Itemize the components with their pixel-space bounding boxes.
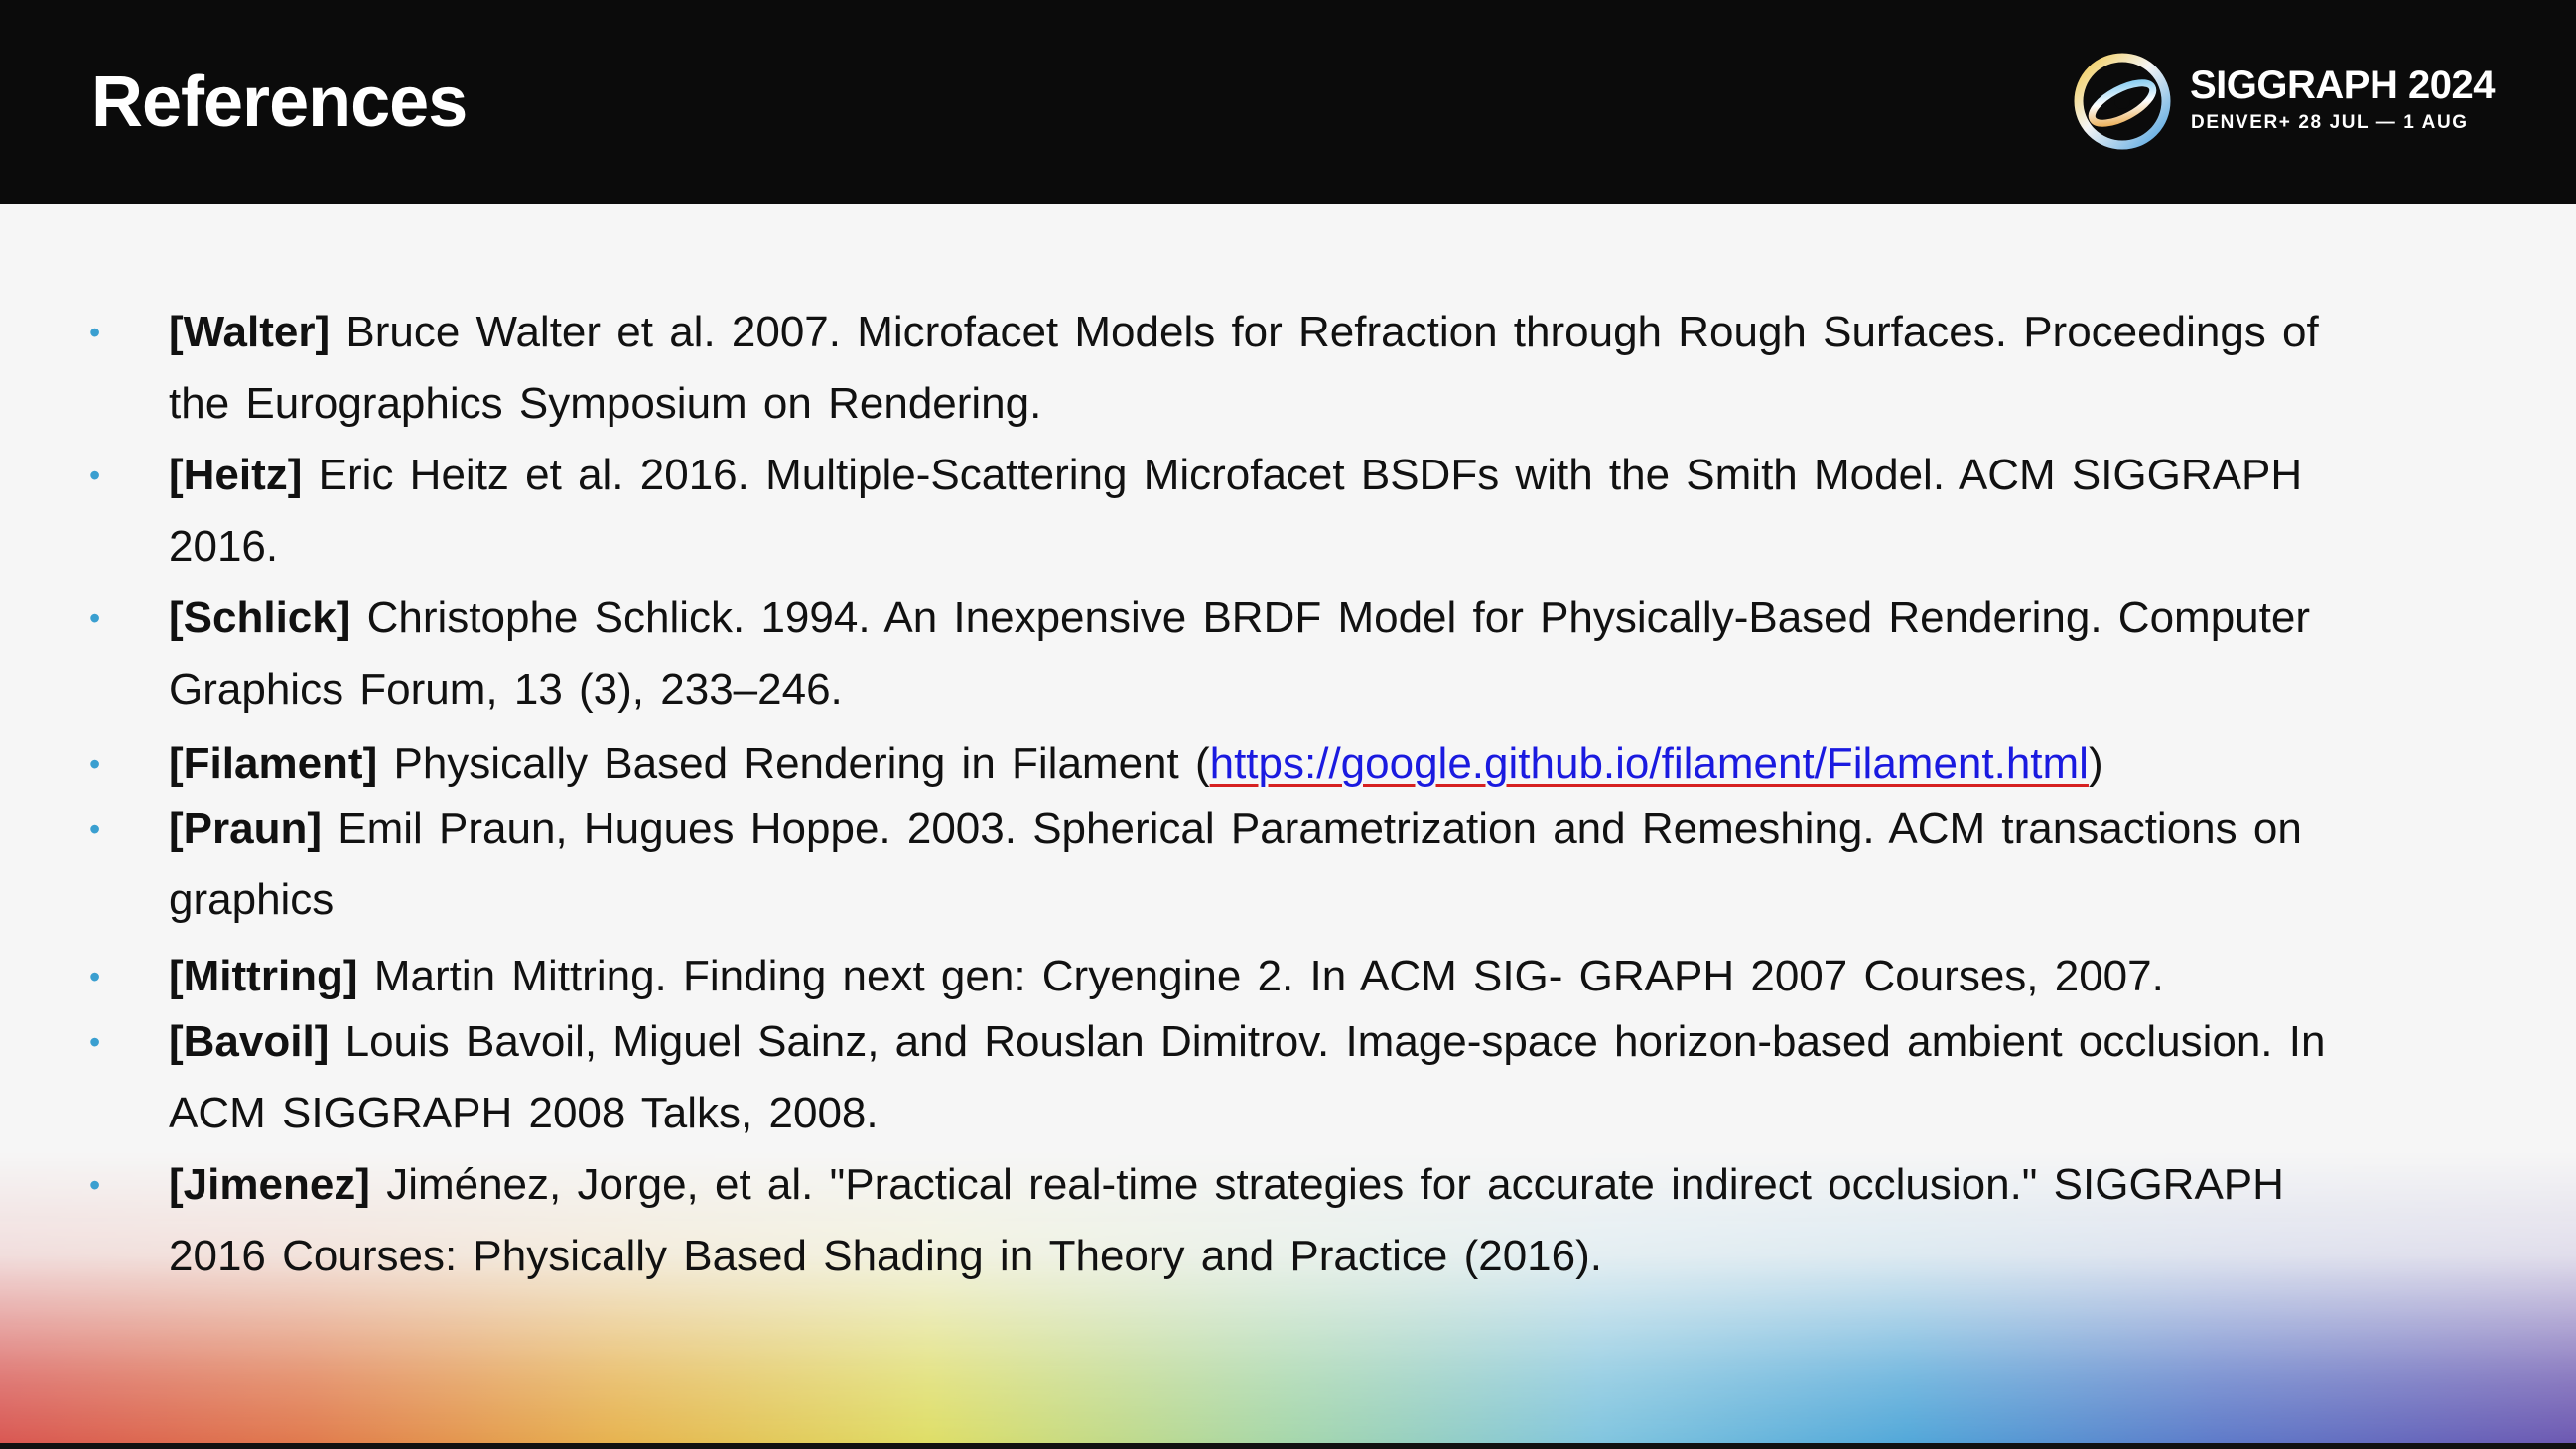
reference-key: [Jimenez] [169, 1160, 370, 1209]
reference-item-schlick [89, 583, 2392, 725]
reference-item-walter [89, 297, 2392, 440]
reference-key: [Bavoil] [169, 1017, 330, 1066]
bullet-icon: • [89, 1167, 101, 1203]
reference-text: Jiménez, Jorge, et al. "Practical real-time strategies for accurate indirect occlusion." SIGGRAPH 2016 Courses: Physically Based Shading in Theory and Practice (2016). [169, 1160, 2284, 1280]
reference-text: Emil Praun, Hugues Hoppe. 2003. Spherical Parametrization and Remeshing. ACM transactions on graphics [169, 804, 2302, 924]
reference-item-bavoil [89, 1006, 2392, 1149]
reference-text: Martin Mittring. Finding next gen: Cryengine 2. In ACM SIG- GRAPH 2007 Courses, 2007. [373, 952, 2164, 1000]
filament-link[interactable]: https://google.github.io/filament/Filament.html [1209, 739, 2089, 788]
reference-item-mittring [89, 941, 2392, 1012]
bullet-icon: • [89, 1024, 101, 1060]
reference-key: [Praun] [169, 804, 322, 853]
reference-item-praun [89, 793, 2392, 936]
reference-text: Louis Bavoil, Miguel Sainz, and Rouslan Dimitrov. Image-space horizon-based ambient occlusion. In ACM SIGGRAPH 2008 Talks, 2008. [169, 1017, 2326, 1137]
reference-key: [Heitz] [169, 451, 303, 499]
bullet-icon: • [89, 959, 101, 994]
reference-text: Physically Based Rendering in Filament ( [393, 739, 1210, 788]
reference-text: Christophe Schlick. 1994. An Inexpensive BRDF Model for Physically-Based Rendering. Computer Graphics Forum, 13 (3), 233–246. [169, 593, 2310, 714]
bullet-icon: • [89, 811, 101, 847]
reference-text: Bruce Walter et al. 2007. Microfacet Models for Refraction through Rough Surfaces. Proceedings of the Eurographics Symposium on Rendering. [169, 308, 2319, 428]
reference-item-jimenez [89, 1149, 2392, 1292]
bullet-icon: • [89, 458, 101, 493]
bullet-icon: • [89, 600, 101, 636]
reference-suffix: ) [2088, 739, 2103, 788]
slide-title: References [91, 63, 468, 142]
reference-key: [Mittring] [169, 952, 358, 1000]
reference-item-heitz [89, 440, 2392, 583]
brand-name: SIGGRAPH 2024 [2190, 64, 2495, 107]
reference-key: [Filament] [169, 739, 378, 788]
bullet-icon: • [89, 746, 101, 782]
bullet-icon: • [89, 315, 101, 350]
brand-subtitle: DENVER+ 28 JUL — 1 AUG [2191, 112, 2469, 133]
reference-item-filament [89, 728, 2392, 800]
reference-key: [Schlick] [169, 593, 351, 642]
reference-key: [Walter] [169, 308, 331, 356]
reference-text: Eric Heitz et al. 2016. Multiple-Scattering Microfacet BSDFs with the Smith Model. ACM SIGGRAPH 2016. [169, 451, 2303, 571]
